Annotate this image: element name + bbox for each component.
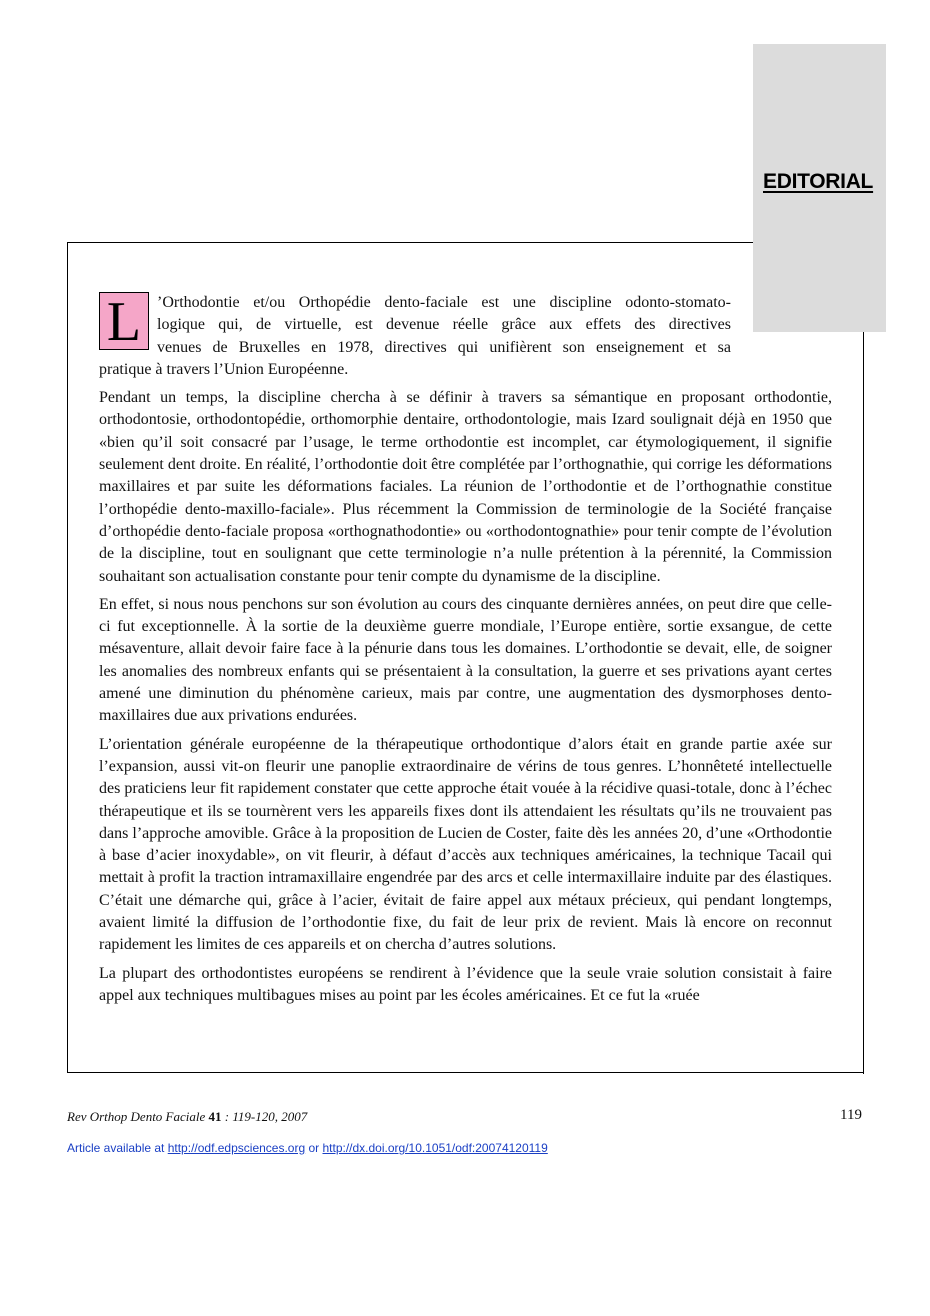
body-paragraph: En effet, si nous nous penchons sur son évolution au cours des cinquante dernières années, on peut dire que celle-ci fut exceptionnelle. À la sortie de la deuxième guerre mondiale, l’Europe entière, sortie exsangue, de cette mésaventure, allait devoir faire face à la pénurie dans tous les domaines. L’orthodontie se devait, elle, de soigner les anomalies des nombreux enfants qui se présentaient à la consultation, la guerre et ses privations ayant certes amené une diminution du phénomène carieux, mais par contre, une augmentation des dysmorphoses dento-maxillaires due aux privations endurées.	[99, 595, 832, 725]
section-label: EDITORIAL	[763, 170, 874, 193]
drop-cap: L	[99, 292, 149, 350]
article-box-right-border	[863, 332, 864, 1074]
lead-line: venues de Bruxelles en 1978, directives qui unifièrent son enseignement et sa	[157, 338, 731, 356]
journal-volume: 41	[208, 1109, 222, 1124]
doi-link[interactable]: http://dx.doi.org/10.1051/odf:20074120119	[322, 1141, 548, 1155]
lead-line: logique qui, de virtuelle, est devenue réelle grâce aux effets des directives	[157, 316, 731, 334]
pages-year: 119-120, 2007	[232, 1109, 308, 1124]
availability-prefix: Article available at	[67, 1141, 168, 1155]
citation-separator: :	[221, 1109, 233, 1124]
lead-paragraph-tail: pratique à travers l’Union Européenne.	[99, 360, 349, 378]
body-paragraph: L’orientation générale européenne de la thérapeutique orthodontique d’alors était en grande partie axée sur l’expansion, aussi vit-on fleurir une panoplie extraordinaire de vérins de tous genres. L’honnêteté intellectuelle des praticiens leur fit rapidement constater que cette approche était vouée à la récidive quasi-totale, donc à l’échec thérapeutique et ils se tournèrent vers les appareils fixes dont ils attendaient les résultats qu’ils ne trouvaient pas dans l’approche amovible. Grâce à la proposition de Lucien de Coster, faite dès les années 20, d’une «Orthodontie à base d’acier inoxydable», on vit fleurir, à défaut d’accès aux techniques américaines, la technique Tacail qui mettait à profit la traction intramaxillaire engendrée par des arcs et celle intermaxillaire induite par des élastiques. C’était une démarche qui, grâce à l’acier, évitait de faire appel aux métaux précieux, qui pendant longtemps, avaient limité la diffusion de l’orthodontie fixe, du fait de leur prix de revient. Mais là encore on reconnut rapidement les limites de ces appareils et on chercha d’autres solutions.	[99, 735, 832, 954]
lead-paragraph	[99, 292, 731, 359]
lead-line: ’Orthodontie et/ou Orthopédie dento-faciale est une discipline odonto-stomato-	[157, 294, 731, 311]
body-paragraph: La plupart des orthodontistes européens se rendirent à l’évidence que la seule vraie solution consistait à faire appel aux techniques multibagues mises au point par les écoles américaines. Et ce fut la «ruée	[99, 964, 832, 1004]
availability-line	[67, 1141, 548, 1155]
article-body	[99, 292, 832, 1013]
body-paragraph: Pendant un temps, la discipline chercha à se définir à travers sa sémantique en proposant orthodontie, orthodontosie, orthodontopédie, orthomorphie dentaire, orthodontologie, mais Izard soulignait déjà en 1950 que «bien qu’il soit consacré par l’usage, le terme orthodontie est incomplet, car étymologiquement, il signifie seulement dent droite. En réalité, l’orthodontie doit être complétée par l’orthognathie, qui corrige les déformations maxillaires et par suite les déformations faciales. La réunion de l’orthodontie et de l’orthognathie constitue l’orthopédie dento-maxillo-faciale». Plus récemment la Commission de terminologie de la Société française d’orthopédie dento-faciale proposa «orthognathodontie» ou «orthodontognathie» pour tenir compte de l’évolution de la discipline, tout en soulignant que cette terminologie n’a nulle prétention à la pérennité, la Commission souhaitant son actualisation constante pour tenir compte du dynamisme de la discipline.	[99, 389, 832, 585]
journal-citation	[67, 1109, 307, 1125]
journal-name: Rev Orthop Dento Faciale	[67, 1109, 206, 1124]
availability-or: or	[305, 1141, 323, 1155]
journal-website-link[interactable]: http://odf.edpsciences.org	[167, 1141, 306, 1155]
page-number: 119	[840, 1107, 862, 1123]
